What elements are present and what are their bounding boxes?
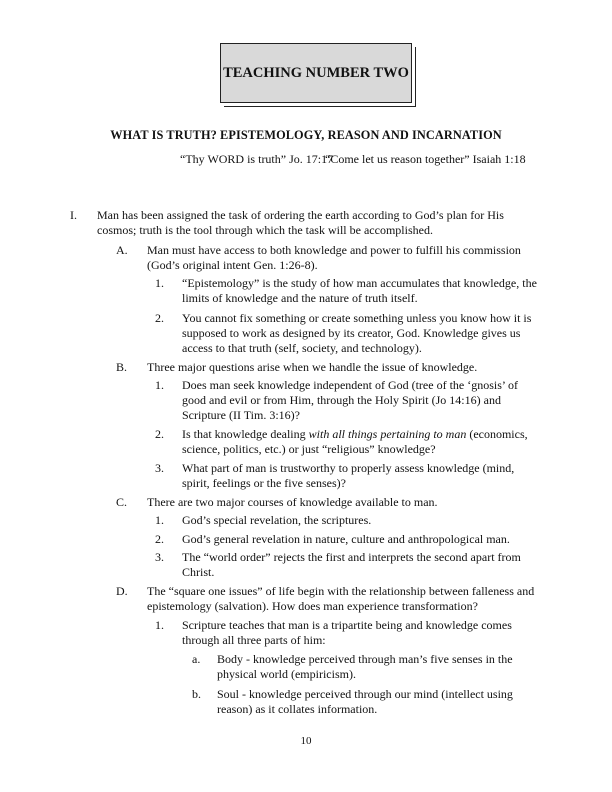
outline-marker-C3: 3. [155,550,164,564]
text-line [182,427,528,442]
outline-A2-text [182,311,531,356]
outline-D-text [147,584,534,614]
text-line: epistemology (salvation). How does man experience transformation? [147,599,478,613]
outline-C2-text [182,532,510,547]
emphasized-text: with all things pertaining to man [308,427,467,441]
outline-marker-I: I. [70,208,77,222]
text-line: The “world order” rejects the first and interprets the second apart from [182,550,521,564]
section-subtitle: WHAT IS TRUTH? EPISTEMOLOGY, REASON AND INCARNATION [110,128,502,142]
outline-marker-D1: 1. [155,618,164,632]
quote-john: “Thy WORD is truth” Jo. 17:17 [180,152,334,166]
text-line: Does man seek knowledge independent of God (tree of the ‘gnosis’ of [182,378,519,392]
outline-A-text [147,243,521,273]
outline-marker-B3: 3. [155,461,164,475]
page-title: TEACHING NUMBER TWO [223,64,409,81]
text-line: cosmos; truth is the tool through which the task will be accomplished. [97,223,433,237]
text-line: Body - knowledge perceived through man’s five senses in the [217,652,513,666]
text-line: God’s special revelation, the scriptures. [182,513,372,527]
outline-D1-text [182,618,512,648]
text-line: Scripture teaches that man is a tripartite being and knowledge comes [182,618,512,632]
page-number: 10 [300,735,312,747]
outline-marker-A2: 2. [155,311,164,325]
text-segment: (economics, [466,427,528,441]
text-line: Man must have access to both knowledge and power to fulfill his commission [147,243,521,257]
text-line: Soul - knowledge perceived through our mind (intellect using [217,687,513,701]
outline-marker-C1: 1. [155,513,164,527]
outline-Db-text [217,687,513,717]
outline-B1-text [182,378,518,423]
outline-B-text [147,360,477,375]
text-line: reason) as it collates information. [217,702,378,716]
outline-I-text [97,208,504,238]
outline-marker-B2: 2. [155,427,164,441]
text-line: (God’s original intent Gen. 1:26-8). [147,258,318,272]
text-line: You cannot fix something or create something unless you know how it is [182,311,532,325]
text-line: “Epistemology” is the study of how man accumulates that knowledge, the [182,276,537,290]
text-line: good and evil or from Him, through the Holy Spirit (Jo 14:16) and [182,393,501,407]
text-line: Three major questions arise when we handle the issue of knowledge. [147,360,478,374]
text-line: physical world (empiricism). [217,667,356,681]
outline-Da-text [217,652,513,682]
text-line: The “square one issues” of life begin with the relationship between falleness and [147,584,535,598]
outline-marker-B: B. [116,360,128,374]
text-line: supposed to work as designed by its creator, God. Knowledge gives us [182,326,521,340]
outline-C3-text [182,550,521,580]
outline-B3-text [182,461,514,491]
text-line: science, politics, etc.) or just “religious” knowledge? [182,442,436,456]
outline-marker-Da: a. [192,652,201,666]
text-line: Christ. [182,565,215,579]
outline-marker-A1: 1. [155,276,164,290]
outline-marker-D: D. [116,584,128,598]
text-line: What part of man is trustworthy to properly assess knowledge (mind, [182,461,515,475]
outline-marker-C2: 2. [155,532,164,546]
text-line: spirit, feelings or the five senses)? [182,476,346,490]
text-line: God’s general revelation in nature, culture and anthropological man. [182,532,510,546]
outline-marker-B1: 1. [155,378,164,392]
text-segment: Is that knowledge dealing [182,427,309,441]
outline-marker-C: C. [116,495,128,509]
text-line: Man has been assigned the task of ordering the earth according to God’s plan for His [97,208,504,222]
outline-C-text [147,495,438,510]
text-line: Scripture (II Tim. 3:16)? [182,408,300,422]
outline-marker-Db: b. [192,687,201,701]
text-line: access to that truth (self, society, and technology). [182,341,422,355]
text-line: through all three parts of him: [182,633,326,647]
title-box [220,43,412,103]
quote-isaiah: “Come let us reason together” Isaiah 1:18 [325,152,526,166]
outline-A1-text [182,276,537,306]
text-line: There are two major courses of knowledge available to man. [147,495,438,509]
outline-C1-text [182,513,371,528]
outline-marker-A: A. [116,243,128,257]
outline-B2-text [182,427,528,457]
text-line: limits of knowledge and the nature of truth itself. [182,291,418,305]
